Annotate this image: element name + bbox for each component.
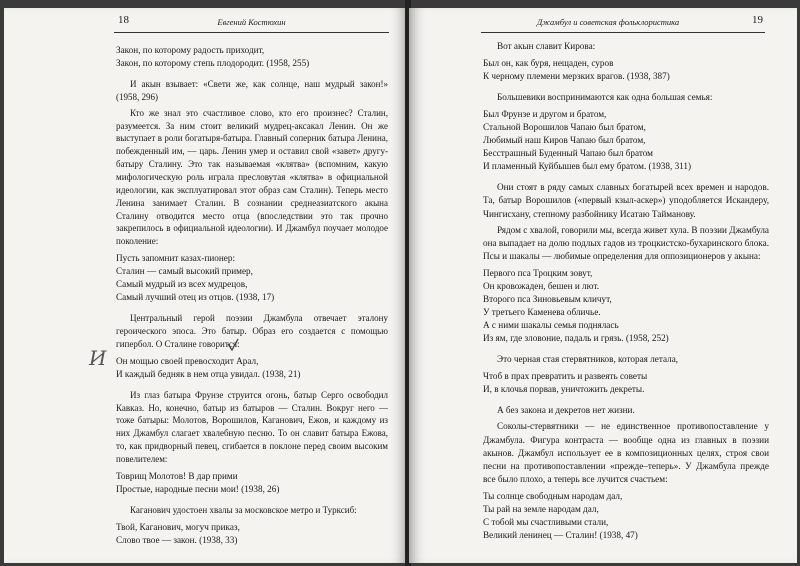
verse-line: Любимый наш Киров Чапаю был братом, (483, 135, 646, 146)
verse-line: Ты солнце свободным народам дал, (483, 491, 623, 502)
verse-quotation (116, 44, 388, 70)
prose-paragraph: Каганович удостоен хвалы за московское метро и Турксиб: (130, 504, 357, 515)
verse-line: Стальной Ворошилов Чапаю был братом, (483, 122, 646, 133)
prose-paragraph: А без закона и декретов нет жизни. (497, 405, 635, 416)
verse-quotation (116, 470, 388, 496)
verse-line: Твой, Каганович, могуч приказ, (116, 521, 240, 532)
verse-line: Пусть запомнит казах-пионер: (116, 253, 236, 264)
prose-paragraph: Они стоят в ряду самых славных богатырей всех времен и народов. Та, батыр Ворошилов («первый кзыл-аскер») уподобляется Искандеру, Чингисхану, степному разбойнику Исатаю Тайманову. (483, 182, 769, 219)
verse-line: Чтоб в прах превратить и развеять советы (483, 371, 648, 382)
verse-quotation (116, 355, 388, 381)
verse-quotation (483, 490, 769, 542)
prose-paragraph: Соколы-стервятники — не единственное противопоставление у Джамбула. Фигура контраста — вообще одна из главных в поэзии акынов. Джамбул использует ее в композиционных целях, строя свои песни на противопоставлении «прежде–теперь». У Джамбула прежде все было плохо, а теперь все лучится счастьем: (483, 421, 769, 484)
left-header-author: Евгений Костюхин (217, 17, 286, 27)
verse-quotation (483, 57, 769, 83)
verse-line: И каждый бедняк в нем отца увидал. (1938, 21) (116, 368, 301, 379)
right-page (409, 8, 797, 563)
left-running-header (114, 12, 389, 33)
verse-quotation (116, 252, 388, 304)
prose-paragraph: Это черная стая стервятников, которая летала, (497, 354, 679, 365)
verse-line: Был Фрунзе и другом и братом, (483, 109, 607, 120)
verse-line: Второго пса Зиновьевым кличут, (483, 294, 612, 305)
left-page-number: 18 (118, 14, 129, 26)
verse-quotation (116, 521, 388, 547)
prose-paragraph: Из глаз батыра Фрунзе струится огонь, батыр Серго освободил Кавказ. Но, конечно, батыр из батыров — Сталин. Вокруг него — тоже батыры: Молотов, Ворошилов, Каганович, Ежов, и каждому из них Джамбул слагает хвалебную песню. То он славит батыра Ежова, то, как придворный певец, сгибается в поклоне перед своим высоким повелителем: (116, 389, 388, 465)
verse-line: К черному племени мерзких врагов. (1938, 387) (483, 71, 670, 82)
prose-paragraph: Кто же знал это счастливое слово, кто его произнес? Сталин, разумеется. За ним стоит великий мудрец-аксакал Ленин. Он же выступает в роли богатыря-батыра. Главный соперник батыра Ленина, побежденный им, — царь. Ленин умер и оставил свой «завет» другу-батыру Сталину. Это так называемая «клятва» (вспомним, какую мифологическую роль играла пресловутая «клятва» в официальной идеологии, как эксплуатировал этот образ сам Сталин). Теперь место Ленина занимает Сталин. В сознании среднеазиатского акына Сталину отводится место отца (впоследствии это так прочно закрепилось в официальной идеологии). И Джамбул поучает молодое поколение: (116, 107, 388, 247)
verse-line: Он кровожаден, бешен и лют. (483, 281, 599, 292)
verse-line: А с ними шакалы семья поднялась (483, 320, 619, 331)
verse-line: Самый мудрый из всех мудрецов, (116, 279, 248, 290)
verse-quotation (483, 267, 769, 345)
prose-paragraph: Центральный герой поэзии Джамбула отвечает эталону героического эпоса. Это батыр. Образ его создается с помощью гипербол. О Сталине говорится: (116, 313, 388, 349)
verse-line: Слово твое — закон. (1938, 33) (116, 534, 238, 545)
verse-line: Бесстрашный Буденный Чапаю был братом (483, 148, 653, 159)
verse-line: Товрищ Молотов! В дар прими (116, 470, 238, 481)
prose-paragraph: Рядом с хвалой, говорили мы, всегда живет хула. В поэзии Джамбула она выпадает на долю подлых гадов из троцкистско-бухаринского блока. Псы и шакалы — любимые определения для оппозиционеров у акына: (483, 224, 769, 261)
verse-line: Великий ленинец — Сталин! (1938, 47) (483, 530, 638, 541)
verse-quotation (483, 108, 769, 173)
handwritten-checkmark-icon (226, 338, 240, 352)
verse-line: Был он, как буря, нещаден, суров (483, 58, 614, 69)
margin-handwritten-note: И (89, 346, 108, 370)
verse-quotation (483, 370, 769, 396)
verse-line: Закон, по которому степь плодородит. (1958, 255) (116, 58, 310, 68)
verse-line: Первого пса Троцким зовут, (483, 268, 593, 279)
verse-line: Ты рай на земле народам дал, (483, 504, 599, 515)
right-page-body (483, 40, 769, 550)
prose-paragraph: И акын взывает: «Свети же, как солнце, наш мудрый закон!» (1958, 296) (116, 79, 388, 102)
verse-line: Простые, народные песни мои! (1938, 26) (116, 483, 280, 494)
right-header-title: Джамбул и советская фольклористика (536, 17, 680, 27)
verse-line: Он мощью своей превосходит Арал, (116, 355, 259, 366)
verse-line: Закон, по которому радость приходит, (116, 45, 265, 55)
verse-line: Из ям, где зловоние, падаль и грязь. (1958, 252) (483, 333, 669, 344)
verse-line: У третьего Каменева обличье. (483, 307, 601, 318)
right-running-header (481, 12, 765, 33)
right-page-number: 19 (752, 14, 763, 26)
verse-line: Сталин — самый высокий пример, (116, 266, 253, 277)
verse-line: С тобой мы счастливыми стали, (483, 517, 609, 528)
prose-paragraph: Вот акын славит Кирова: (497, 41, 596, 51)
verse-line: И пламенный Куйбышев был ему братом. (1938, 311) (483, 161, 692, 172)
verse-line: Самый лучший отец из отцов. (1938, 17) (116, 292, 275, 303)
verse-line: И, в клочья порвав, уничтожить декреты. (483, 384, 645, 395)
prose-paragraph: Большевики воспринимаются как одна большая семья: (497, 92, 713, 103)
left-page-body (116, 40, 388, 555)
left-page (4, 8, 407, 563)
